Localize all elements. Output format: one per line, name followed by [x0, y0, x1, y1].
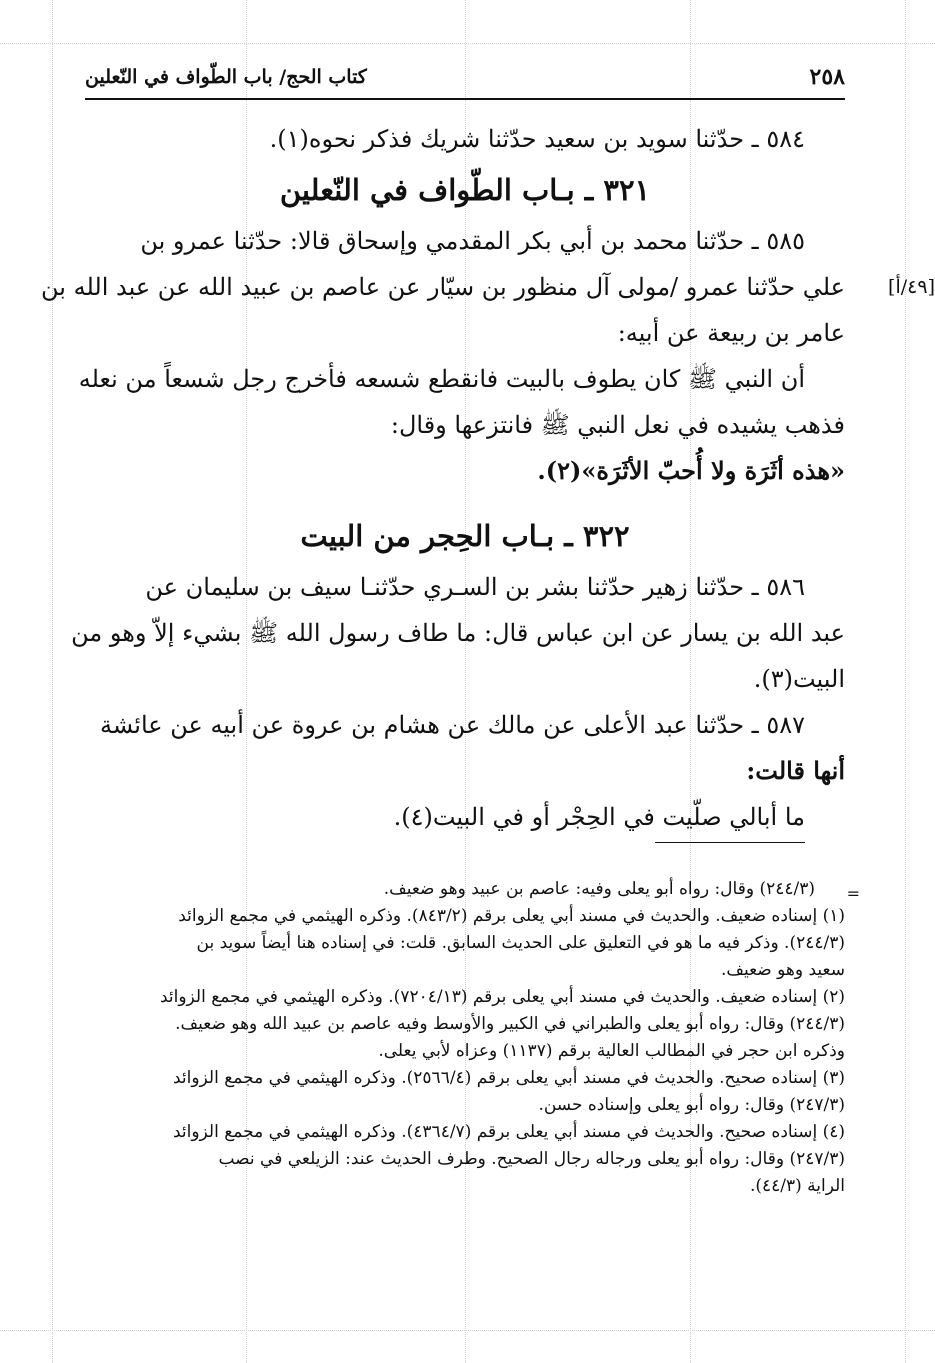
scan-guide	[905, 0, 906, 1363]
footnote-2-cont: (٢٤٤/٣) وقال: رواه أبو يعلى والطبراني في الكبير والأوسط وفيه عاصم بن عبيد الله وهو ضعيف.	[175, 1014, 845, 1034]
running-title: كتاب الحج/ باب الطّواف في النّعلين	[85, 66, 367, 88]
scan-guide	[0, 1330, 935, 1331]
chapter-322-heading: ٣٢٢ ـ بـاب الحِجر من البيت	[300, 519, 630, 553]
hadith-585-line	[41, 264, 935, 310]
footnote-carryover	[85, 876, 860, 903]
main-text	[41, 116, 935, 840]
hadith-585-text: علي حدّثنا عمرو /مولى آل منظور بن سيّار عن عاصم بن عبيد الله عن عبد الله بن	[41, 273, 845, 301]
page-number: ٢٥٨	[809, 64, 845, 90]
scan-guide	[0, 43, 935, 44]
footnote-text: (٢٤٤/٣) وقال: رواه أبو يعلى وفيه: عاصم بن عبيد وهو ضعيف.	[383, 879, 815, 899]
hadith-587-line: أنها قالت:	[746, 756, 845, 785]
hadith-586-line: البيت(٣).	[753, 665, 845, 693]
footnote-4-cont: (٢٤٧/٣) وقال: رواه أبو يعلى ورجاله رجال الصحيح. وطرف الحديث عند: الزيلعي في نصب	[218, 1149, 845, 1169]
footnotes	[85, 876, 860, 1200]
page-header	[85, 58, 845, 100]
footnote-separator	[655, 842, 805, 843]
hadith-585-matn: فذهب يشيده في نعل النبي ﷺ فانتزعها وقال:	[390, 411, 845, 439]
continuation-mark: =	[846, 884, 860, 903]
footnote-3: (٣) إسناده صحيح. والحديث في مسند أبي يعلى برقم (٢٥٦٦/٤). وذكره الهيثمي في مجمع الزوائد	[172, 1068, 845, 1088]
footnote-1: (١) إسناده ضعيف. والحديث في مسند أبي يعلى برقم (٨٤٣/٢). وذكره الهيثمي في مجمع الزوائد	[178, 906, 845, 926]
footnote-2: (٢) إسناده ضعيف. والحديث في مسند أبي يعلى برقم (٧٢٠٤/١٣). وذكره الهيثمي في مجمع الزوائد	[159, 987, 845, 1007]
footnote-2-cont: وذكره ابن حجر في المطالب العالية برقم (١١٣٧) وعزاه لأبي يعلى.	[378, 1041, 845, 1061]
chapter-321-heading: ٣٢١ ـ بـاب الطّواف في النّعلين	[279, 173, 651, 207]
hadith-586-line: ٥٨٦ ـ حدّثنا زهير حدّثنا بشر بن السـري حدّثنـا سيف بن سليمان عن	[145, 573, 805, 601]
hadith-584: ٥٨٤ ـ حدّثنا سويد بن سعيد حدّثنا شريك فذكر نحوه(١).	[269, 125, 805, 153]
hadith-587-line: ٥٨٧ ـ حدّثنا عبد الأعلى عن مالك عن هشام بن عروة عن أبيه عن عائشة	[100, 711, 805, 739]
footnote-4: (٤) إسناده صحيح. والحديث في مسند أبي يعلى برقم (٤٣٦٤/٧). وذكره الهيثمي في مجمع الزوائد	[172, 1122, 845, 1142]
hadith-585-quote: «هذه أثَرَة ولا أُحبّ الأثَرَة»(٢).	[537, 456, 845, 485]
footnote-1-cont: سعيد وهو ضعيف.	[720, 960, 845, 980]
hadith-585-line: عامر بن ربيعة عن أبيه:	[617, 319, 845, 347]
hadith-586-line: عبد الله بن يسار عن ابن عباس قال: ما طاف رسول الله ﷺ بشيء إلاّ وهو من	[71, 619, 845, 647]
footnote-1-cont: (٢٤٤/٣). وذكر فيه ما هو في التعليق على الحديث السابق. قلت: في إسناده هنا أيضاً سويد بن	[196, 933, 845, 953]
hadith-587-matn: ما أبالي صلّيت في الحِجْر أو في البيت(٤).	[393, 803, 805, 831]
scan-guide	[52, 0, 53, 1363]
footnote-3-cont: (٢٤٧/٣) وقال: رواه أبو يعلى وإسناده حسن.	[538, 1095, 845, 1115]
hadith-585-matn: أن النبي ﷺ كان يطوف بالبيت فانقطع شسعه فأخرج رجل شسعاً من نعله	[78, 365, 805, 393]
hadith-585-line: ٥٨٥ ـ حدّثنا محمد بن أبي بكر المقدمي وإسحاق قالا: حدّثنا عمرو بن	[140, 227, 805, 255]
footnote-4-cont: الراية (٤٤/٣).	[749, 1176, 845, 1196]
manuscript-folio-ref: [٤٩/أ]	[888, 276, 935, 298]
